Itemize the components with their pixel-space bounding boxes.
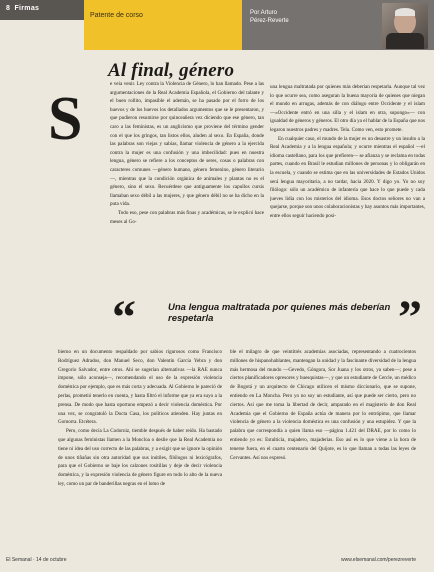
- article-column-3: [58, 348, 222, 544]
- footer-left: El Semanal · 14 de octubre: [6, 557, 67, 563]
- author-byline: [250, 10, 289, 25]
- column-banner: [84, 0, 242, 50]
- column-2-paragraph-2: En cualquier caso, el mundo de la mujer es un desastre y un insulto a la Real Academia y a la lengua española; y ocurre mientras el español —el idioma castellano, para los que prefieren— se afianza y se reclama en todas partes, cuando en Brasil le estudian millones de personas y lo obligarán en la escuela, y cuando se estima que en las universidades de Estados Unidos será lengua mayoritaria, a no tardar, hacia 2020. Y digo yo. Yo no soy filólogo: sólo un académico de infantería que hace lo que puede y cada jueves lidia con los misterios del idioma. Esos doctos señores no van a quejarse, porque son unos colaboracionistas y hay asuntos más importantes, entre ellos seguir haciendo posi-: [270, 135, 425, 219]
- footer-url: www.elsemanal.com/perezreverte: [340, 557, 416, 563]
- pull-quote-text: Una lengua maltratada por quienes más deberían respetarla: [168, 302, 391, 324]
- author-body: [386, 33, 424, 49]
- author-banner: [242, 0, 434, 50]
- column-4-text: ble el milagro de que veintitrés academias asociadas, representando a cuatrocientos millones de hispanohablantes, mantengan la unidad y la fascinante diversidad de la lengua más hermosa del mundo —Gevedo, Góngora, Sor Juana y los otros, ya saben—; pese a ciertos planificadores opresores y huesquistas—, y que un estudiante de Cercle, un médico de Bogotá y un arquitecto de Chicago utilicen el mismo diccionario, que se supone, entiendo en La Moncha. Pero yo no soy un estudiante, así que puede ser cierto, pero no ciertos. Así que me toma la libertad de decir, amparado en el magisterio de don Real Academia que el Gobierno de España actúa de manera por lo entrópimo, que llamar violencia de género a la violencia doméstica es una confusión y una estupidez. Y que la palabra que correspondía a quien llama eso —página 1.421 del DRAE, por lo como lo entiendo yo es: Estulticia, majadero, majaderías. Eso así es lo que viene a la hora de tenerse fuera, en el cuarto centenario del Quijote, es lo que llaman a todas las leyes de Cervantes. Así nos expresó.: [230, 349, 416, 461]
- article-column-2: [270, 83, 425, 298]
- author-photo: [382, 3, 428, 49]
- author-line-1: Por Arturo: [250, 10, 278, 16]
- column-1-text: e veía venir. Ley contra la Violencia de Género, lo han llamado. Pese a las argumentaciones de la Real Academia Española, el Gobierno del talante y el buen rollito, impasible el ademán, se ha pasado por el forro de los huevos y de los huevos los detallados argumentos que se le presentaron, y que pudieron resumirse por quinceañera vez diciendo que ese género, tan caro a las feministas, es un anglicismo que proviene del término gender con el que los gringos, tan listos ellos, aluden al sexo. En España, donde las palabras son viejas y sabias, llamar violencia de género a la ejercida contra la mujer es una confusión y una imbecilidad: pues en nuestra lengua, género se refiere a los conceptos de seres, cosas o palabras con caracteres comunes —género humano, género femenino, género literario—, mientras que la condición orgánica de animales y plantas no es el género, sino el sexo. Recuérdese que antiguamente los capullos cursis llamaban sexo débil a las mujeres, y que género débil no se ha dicho en la puta vida.: [110, 81, 264, 208]
- close-quote-mark: ”: [398, 291, 422, 344]
- article-column-1: [110, 80, 264, 290]
- column-name: Patente de corso: [90, 12, 143, 19]
- pull-quote: [108, 291, 428, 346]
- section-name: Firmas: [14, 5, 40, 12]
- open-quote-mark: “: [112, 291, 136, 344]
- page-number: 8: [6, 5, 11, 12]
- page-header: [0, 0, 434, 50]
- article-column-4: [230, 348, 416, 542]
- column-3-text: bierno en un documento respaldado por sabios rigurosos como Francisco Rodríguez Adrados, don Manuel Seco, don Valentín García Yebra y don Gregorio Salvador, entre otros. Ahí se sugerían alternativas —la RAE nunca impone, sólo aconseja—, recomendando el uso de la expresión violencia doméstica por ejemplo, que es más corta y adecuada. Al Gobierno le pareció de perlas, prometió tenerlo en cuenta, y hasta filtró el informe que ya era suyo a la prensa. De modo que hasta oportuno empezó a decir violencia doméstica. Por una vez, se congratuló la Docta Casa, los políticos atienden. Hay juntas en Gomorra. Etcétera.: [58, 349, 222, 426]
- column-2-text: una lengua maltratada por quienes más deberían respetarla. Aunque tal vez lo que ocurre sea, como aseguran la buena mayoría de quienes que niegan el mundo en arrugas, además de con diálogo entre Occidente y el islam —«Occidente entró en una silla y el islam en otra, supongo»— con igualdad de géneros y géneros. El otro día ya el hablar de la España que nos legaron nuestros padres y madres. Tela. Como ven, esto promete.: [270, 84, 425, 133]
- author-hair: [395, 8, 415, 16]
- section-tag: [0, 0, 84, 20]
- author-line-2: Pérez-Reverte: [250, 17, 289, 24]
- column-3-paragraph-2: Pero, como decía La Codorniz, tiemble después de haber reído. Ha bastado que algunas feministas llamen a la Moncloa o deslie que la Real Academia no tiene ni idea del uso correcto de las palabras, y a exigir que se ignore la opinión de unos tiñañas sin otra autoridad que sus inútiles, filólogos ni lexicógrafos, para que el Gobierno se baje los calzones rositillas y deje de decir violencia doméstica, y la expresión violencia de género figure en todo lo alto de la nueva ley, como un par de banderillas negras en el lomo de: [58, 428, 222, 487]
- column-1-paragraph-2: Todo eso, pese con palabras más finas y académicas, se le explicó hace meses al Go-: [110, 209, 264, 225]
- article-headline: Al final, género: [108, 60, 235, 81]
- drop-cap: S: [48, 85, 83, 153]
